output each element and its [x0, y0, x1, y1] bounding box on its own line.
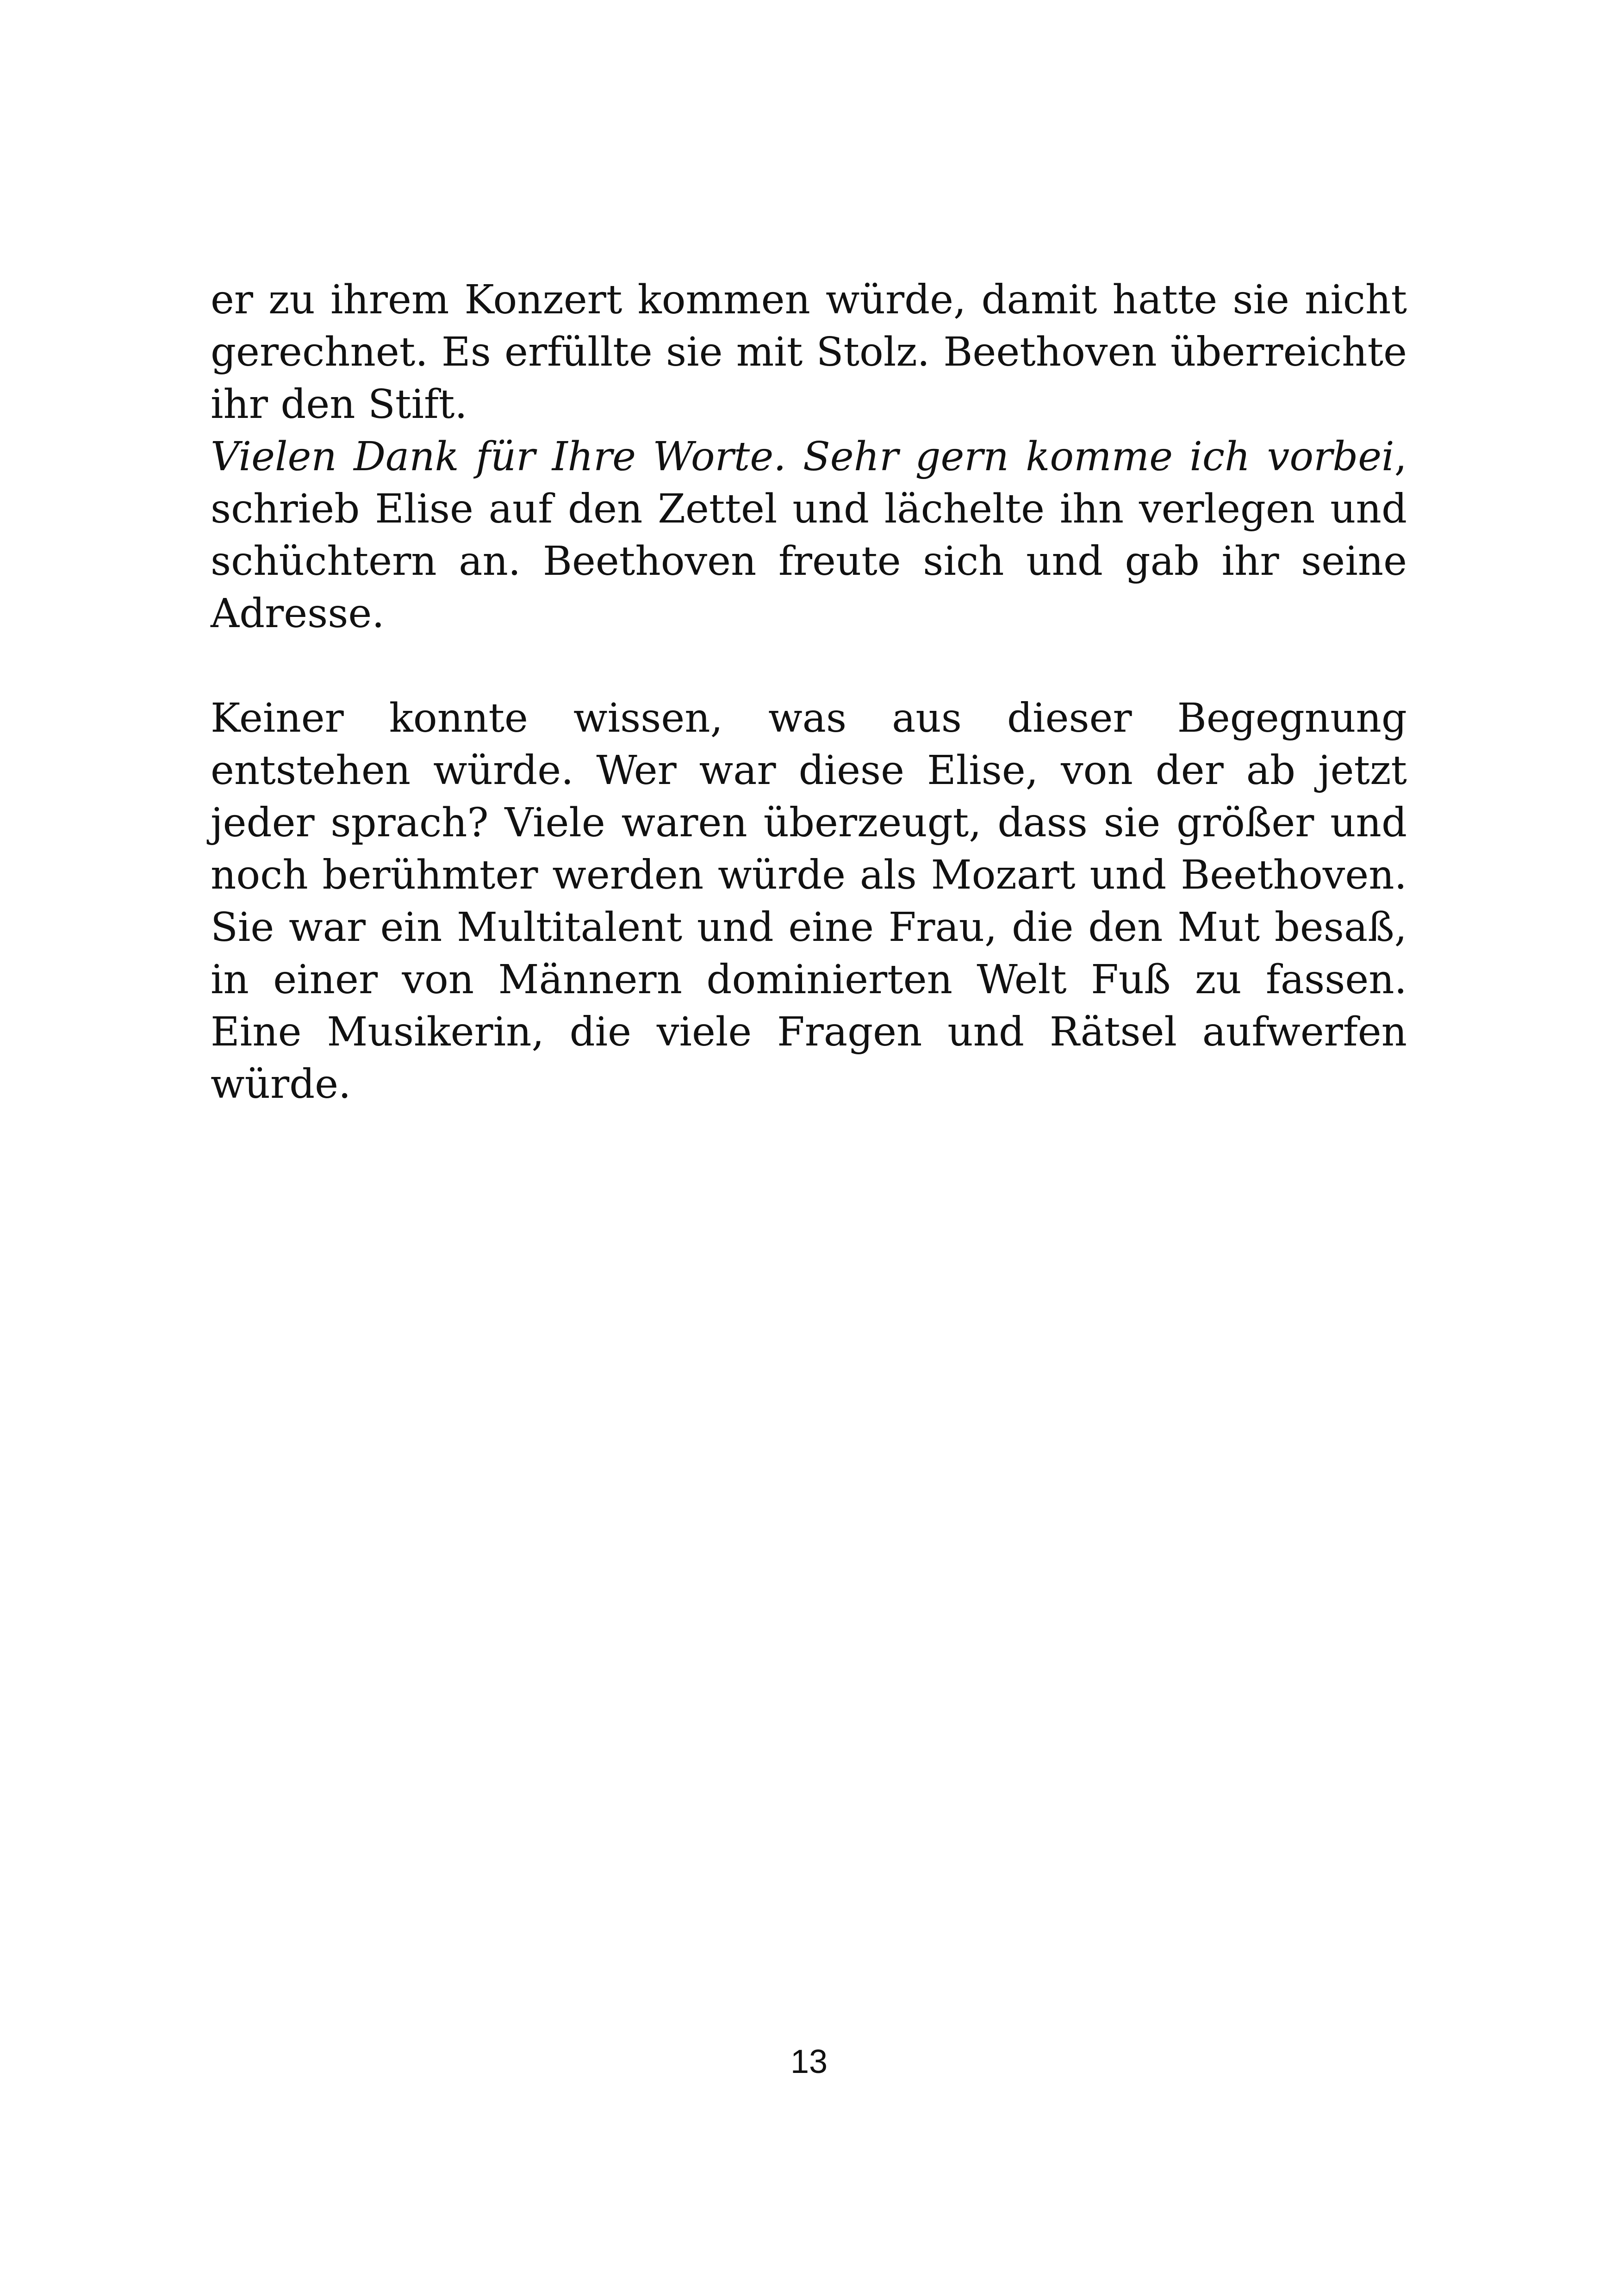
paragraph-spacer	[211, 640, 1407, 692]
italic-quote: Vielen Dank für Ihre Worte. Sehr gern komme ich vorbei	[211, 434, 1394, 480]
paragraph-continuation: er zu ihrem Konzert kommen würde, damit hatte sie nicht gerechnet. Es erfüllte sie mit Stolz. Beethoven überreichte ihr den Stift.	[211, 277, 1407, 428]
paragraph-closing: Keiner konnte wissen, was aus dieser Begegnung entstehen würde. Wer war diese Elise, von der ab jetzt jeder sprach? Viele waren überzeugt, dass sie größer und noch berühmter werden würde als Mozart und Beethoven. Sie war ein Multitalent und eine Frau, die den Mut besaß, in einer von Männern dominierten Welt Fuß zu fassen. Eine Musikerin, die viele Fragen und Rätsel aufwerfen würde.	[211, 695, 1407, 1108]
paragraph-dialogue	[211, 431, 1407, 640]
page-number: 13	[790, 2043, 828, 2080]
dialogue-narration: , schrieb Elise auf den Zettel und lächelte ihn verlegen und schüchtern an. Beethoven freute sich und gab ihr seine Adresse.	[211, 434, 1407, 637]
body-text	[211, 274, 1407, 1111]
